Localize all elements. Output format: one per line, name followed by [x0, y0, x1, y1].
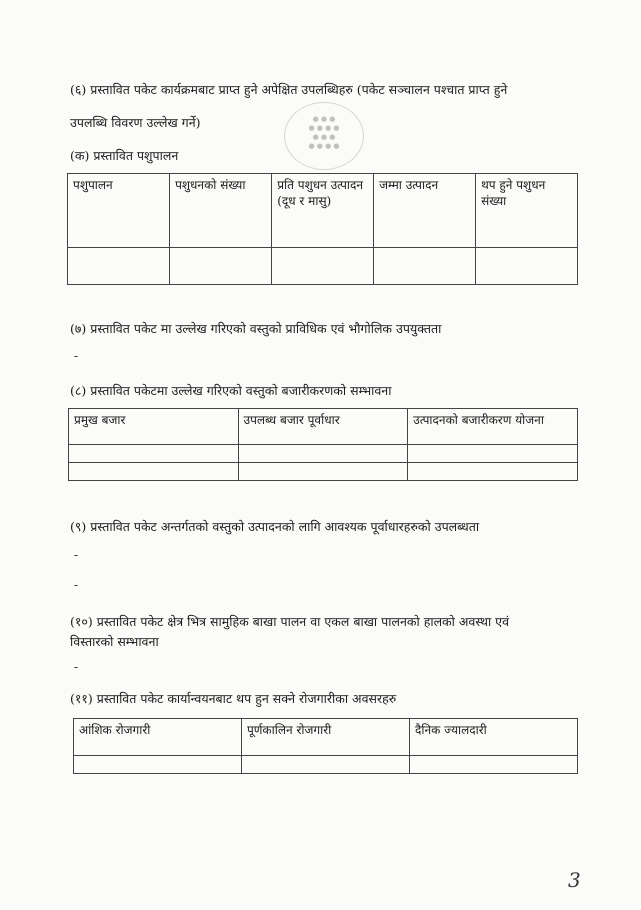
table-cell: [409, 756, 577, 774]
header-livestock-count: पशुधनको संख्या: [170, 174, 272, 248]
table-cell: [408, 463, 578, 481]
table-cell: [241, 756, 409, 774]
table-cell: [69, 463, 239, 481]
section-7-dash: -: [74, 349, 79, 363]
section-7-title: (७) प्रस्तावित पकेट मा उल्लेख गरिएको वस्तुको प्राविधिक एवं भौगोलिक उपयुक्तता: [70, 321, 442, 336]
table-cell: [238, 463, 408, 481]
table-cell: [74, 756, 242, 774]
section-11-title: (११) प्रस्तावित पकेट कार्यान्वयनबाट थप हुन सक्ने रोजगारीका अवसरहरु: [70, 691, 397, 706]
section-6-subheading: (क) प्रस्तावित पशुपालन: [70, 148, 179, 163]
section-10-dash: -: [74, 660, 79, 674]
market-table: [68, 408, 578, 481]
table-cell: [476, 248, 578, 285]
header-production-per-animal: प्रति पशुधन उत्पादन (दूध र मासु): [272, 174, 374, 248]
section-10-line-1: (१०) प्रस्तावित पकेट क्षेत्र भित्र सामुहिक बाखा पालन वा एकल बाखा पालनको हालको अवस्था एवं: [70, 614, 510, 629]
table-cell: [69, 445, 239, 463]
section-8-title: (८) प्रस्तावित पकेटमा उल्लेख गरिएको वस्तुको बजारीकरणको सम्भावना: [70, 383, 392, 398]
header-full-time-employment: पूर्णकालिन रोजगारी: [241, 719, 409, 756]
table-cell: [272, 248, 374, 285]
livestock-table: [67, 173, 578, 285]
section-6-line-1: (६) प्रस्तावित पकेट कार्यक्रमबाट प्राप्त हुने अपेक्षित उपलब्धिहरु (पकेट सञ्चालन पश्चात प्राप्त हुने: [70, 82, 508, 97]
table-cell: [374, 248, 476, 285]
page-number: 3: [568, 868, 581, 892]
header-marketing-plan: उत्पादनको बजारीकरण योजना: [408, 409, 578, 445]
header-partial-employment: आंशिक रोजगारी: [74, 719, 242, 756]
section-9-dash-1: -: [74, 548, 79, 562]
faded-stamp: ● ● ● ● ● ● ● ● ● ● ● ● ● ●: [284, 102, 364, 170]
header-additional-livestock: थप हुने पशुधन संख्या: [476, 174, 578, 248]
header-daily-wage: दैनिक ज्यालदारी: [409, 719, 577, 756]
table-cell: [170, 248, 272, 285]
section-6-line-2: उपलब्धि विवरण उल्लेख गर्ने): [70, 115, 201, 130]
header-main-market: प्रमुख बजार: [69, 409, 239, 445]
section-9-dash-2: -: [74, 578, 79, 592]
employment-table: [73, 718, 578, 774]
table-cell: [408, 445, 578, 463]
header-livestock: पशुपालन: [68, 174, 170, 248]
section-9-title: (९) प्रस्तावित पकेट अन्तर्गतको वस्तुको उत्पादनको लागि आवश्यक पूर्वाधारहरुको उपलब्धता: [70, 519, 480, 534]
section-10-line-2: विस्तारको सम्भावना: [70, 634, 159, 649]
table-cell: [238, 445, 408, 463]
header-market-infrastructure: उपलब्ध बजार पूर्वाधार: [238, 409, 408, 445]
header-total-production: जम्मा उत्पादन: [374, 174, 476, 248]
table-cell: [68, 248, 170, 285]
